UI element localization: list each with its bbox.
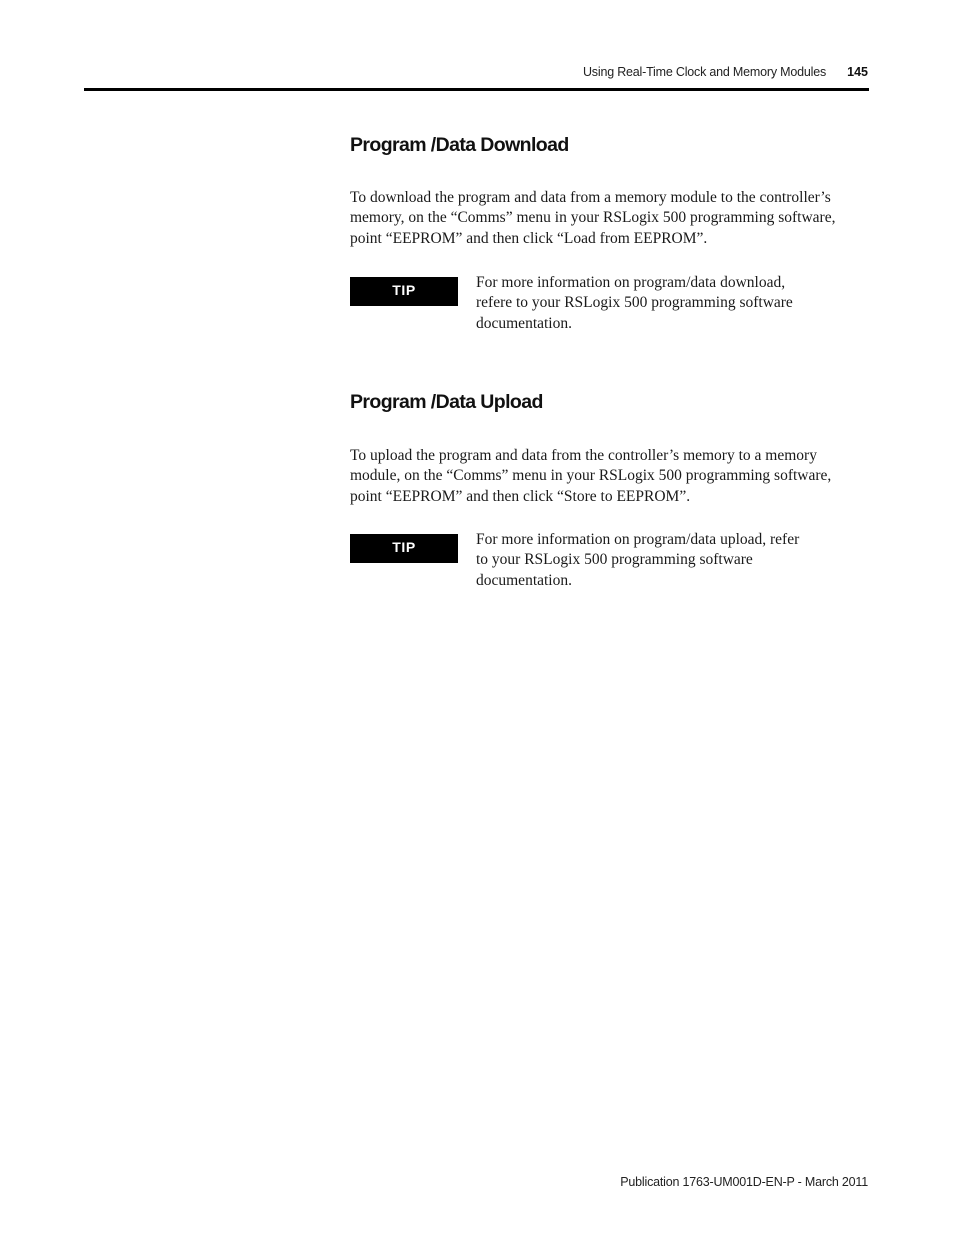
- paragraph-line: point “EEPROM” and then click “Load from EEPROM”.: [350, 229, 708, 247]
- tip-badge: TIP: [350, 277, 458, 306]
- tip-line: For more information on program/data upload, refer: [476, 531, 800, 548]
- tip-badge: TIP: [350, 534, 458, 563]
- tip-text-download: [476, 273, 836, 334]
- publication-footer: Publication 1763-UM001D-EN-P - March 2011: [620, 1175, 868, 1189]
- paragraph-line: point “EEPROM” and then click “Store to EEPROM”.: [350, 487, 691, 505]
- paragraph-line: memory, on the “Comms” menu in your RSLogix 500 programming software,: [350, 209, 836, 227]
- paragraph-line: To upload the program and data from the controller’s memory to a memory: [350, 447, 817, 464]
- tip-line: documentation.: [476, 314, 572, 332]
- running-header: Using Real-Time Clock and Memory Modules: [582, 65, 826, 79]
- paragraph-line: To download the program and data from a memory module to the controller’s: [350, 189, 831, 206]
- header-rule: [84, 88, 869, 91]
- section-heading-upload: Program /Data Upload: [350, 391, 543, 413]
- tip-line: documentation.: [476, 571, 572, 589]
- download-paragraph: [350, 188, 870, 249]
- tip-line: to your RSLogix 500 programming software: [476, 551, 753, 569]
- upload-paragraph: [350, 446, 870, 507]
- paragraph-line: module, on the “Comms” menu in your RSLogix 500 programming software,: [350, 467, 832, 485]
- section-heading-download: Program /Data Download: [350, 134, 569, 156]
- tip-line: refere to your RSLogix 500 programming software: [476, 294, 793, 312]
- tip-line: For more information on program/data download,: [476, 274, 786, 291]
- page-number: 145: [847, 65, 868, 79]
- tip-text-upload: [476, 530, 836, 591]
